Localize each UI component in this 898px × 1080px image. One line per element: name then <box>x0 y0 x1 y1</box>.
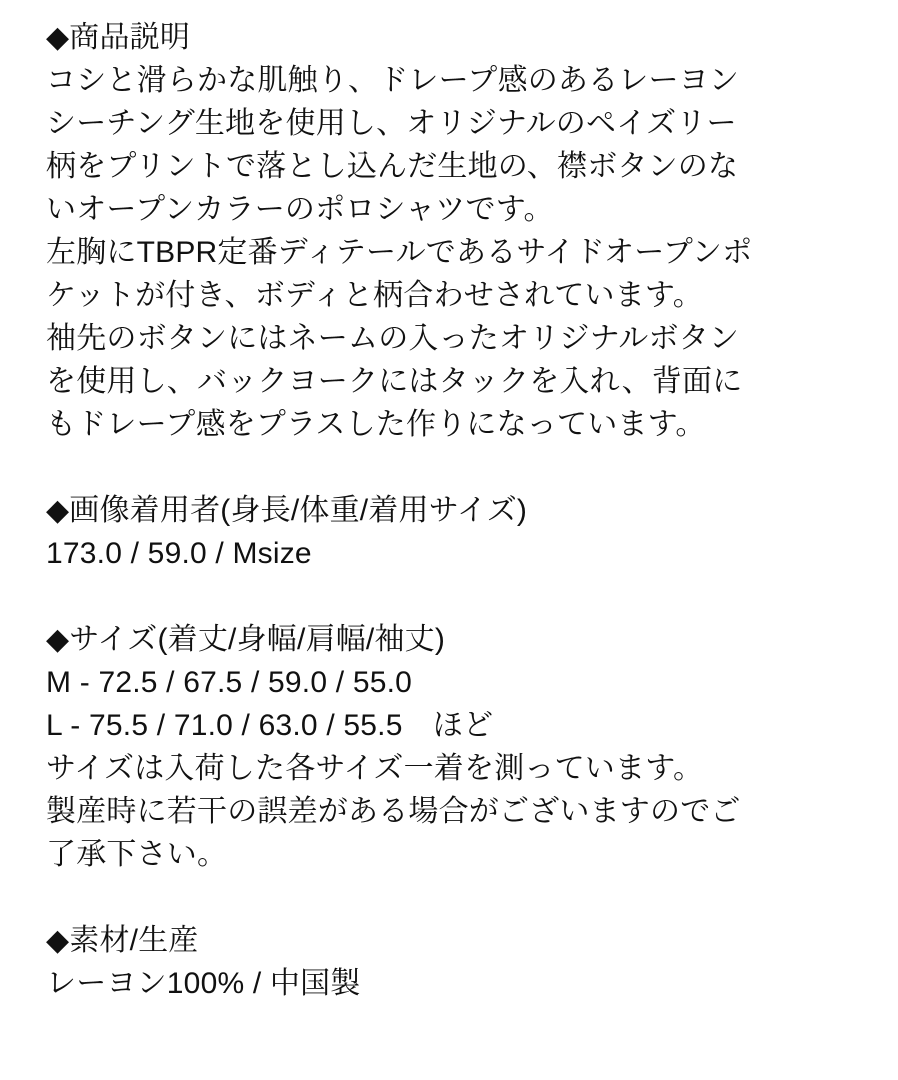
section-heading-size-chart: ◆サイズ(着丈/身幅/肩幅/袖丈) <box>46 623 446 656</box>
section-spacer <box>46 446 854 489</box>
model-measurements: 173.0 / 59.0 / Msize <box>46 537 312 570</box>
section-model-info <box>46 489 854 575</box>
section-heading-product-description: ◆商品説明 <box>46 21 191 54</box>
description-line: ケットが付き、ボディと柄合わせされています。 <box>46 279 703 312</box>
size-note-line: 製産時に若干の誤差がある場合がございますのでご <box>46 795 741 828</box>
section-heading-material-production: ◆素材/生産 <box>46 924 199 957</box>
section-product-description <box>46 16 854 446</box>
material-line: レーヨン100% / 中国製 <box>46 967 361 1000</box>
description-line: いオープンカラーのポロシャツです。 <box>46 193 554 226</box>
size-note-line: 了承下さい。 <box>46 838 228 871</box>
description-line: 左胸にTBPR定番ディテールであるサイドオープンポ <box>46 236 753 269</box>
description-line: もドレープ感をプラスした作りになっています。 <box>46 408 706 441</box>
section-spacer <box>46 876 854 919</box>
section-material-production <box>46 919 854 1005</box>
section-spacer <box>46 575 854 618</box>
description-line: を使用し、バックヨークにはタックを入れ、背面に <box>46 365 743 398</box>
size-note-line: サイズは入荷した各サイズ一着を測っています。 <box>46 752 704 785</box>
description-line: シーチング生地を使用し、オリジナルのペイズリー <box>46 107 737 140</box>
description-line: コシと滑らかな肌触り、ドレープ感のあるレーヨン <box>46 64 740 97</box>
size-row-m: M - 72.5 / 67.5 / 59.0 / 55.0 <box>46 666 413 699</box>
description-line: 袖先のボタンにはネームの入ったオリジナルボタン <box>46 322 740 355</box>
description-line: 柄をプリントで落とし込んだ生地の、襟ボタンのな <box>46 150 739 183</box>
size-row-l: L - 75.5 / 71.0 / 63.0 / 55.5 ほど <box>46 709 494 742</box>
section-heading-model-info: ◆画像着用者(身長/体重/着用サイズ) <box>46 494 528 527</box>
section-size-chart <box>46 618 854 876</box>
